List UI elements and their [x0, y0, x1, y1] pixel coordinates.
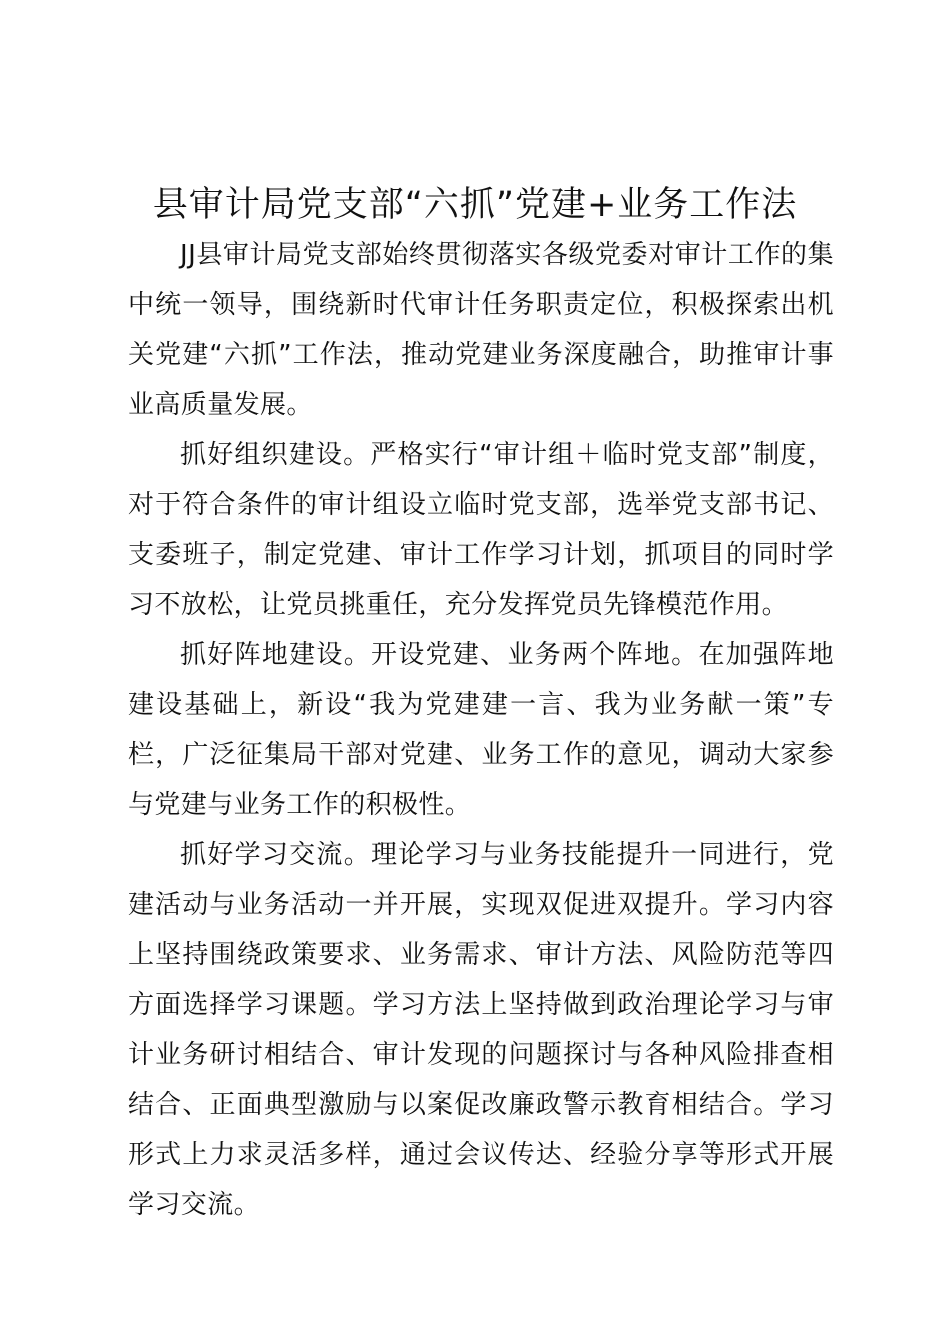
paragraph-organization: 抓好组织建设。严格实行“审计组＋临时党支部”制度，对于符合条件的审计组设立临时党支部，选举党支部书记、支委班子，制定党建、审计工作学习计划，抓项目的同时学习不放松，让党员挑重任，充分发挥党员先锋模范作用。 — [128, 440, 834, 620]
document-title: 县审计局党支部“六抓”党建+业务工作法 — [152, 185, 798, 225]
paragraph-learning: 抓好学习交流。理论学习与业务技能提升一同进行，党建活动与业务活动一并开展，实现双促进双提升。学习内容上坚持围绕政策要求、业务需求、审计方法、风险防范等四方面选择学习课题。学习方法上坚持做到政治理论学习与审计业务研讨相结合、审计发现的问题探讨与各种风险排查相结合、正面典型激励与以案促改廉政警示教育相结合。学习形式上力求灵活多样，通过会议传达、经验分享等形式开展学习交流。 — [128, 840, 834, 1220]
paragraph-intro: JJ县审计局党支部始终贯彻落实各级党委对审计工作的集中统一领导，围绕新时代审计任务职责定位，积极探索出机关党建“六抓”工作法，推动党建业务深度融合，助推审计事业高质量发展。 — [128, 240, 834, 420]
paragraph-position: 抓好阵地建设。开设党建、业务两个阵地。在加强阵地建设基础上，新设“我为党建建一言、我为业务献一策”专栏，广泛征集局干部对党建、业务工作的意见，调动大家参与党建与业务工作的积极性。 — [128, 640, 834, 820]
document-body — [128, 230, 834, 1230]
